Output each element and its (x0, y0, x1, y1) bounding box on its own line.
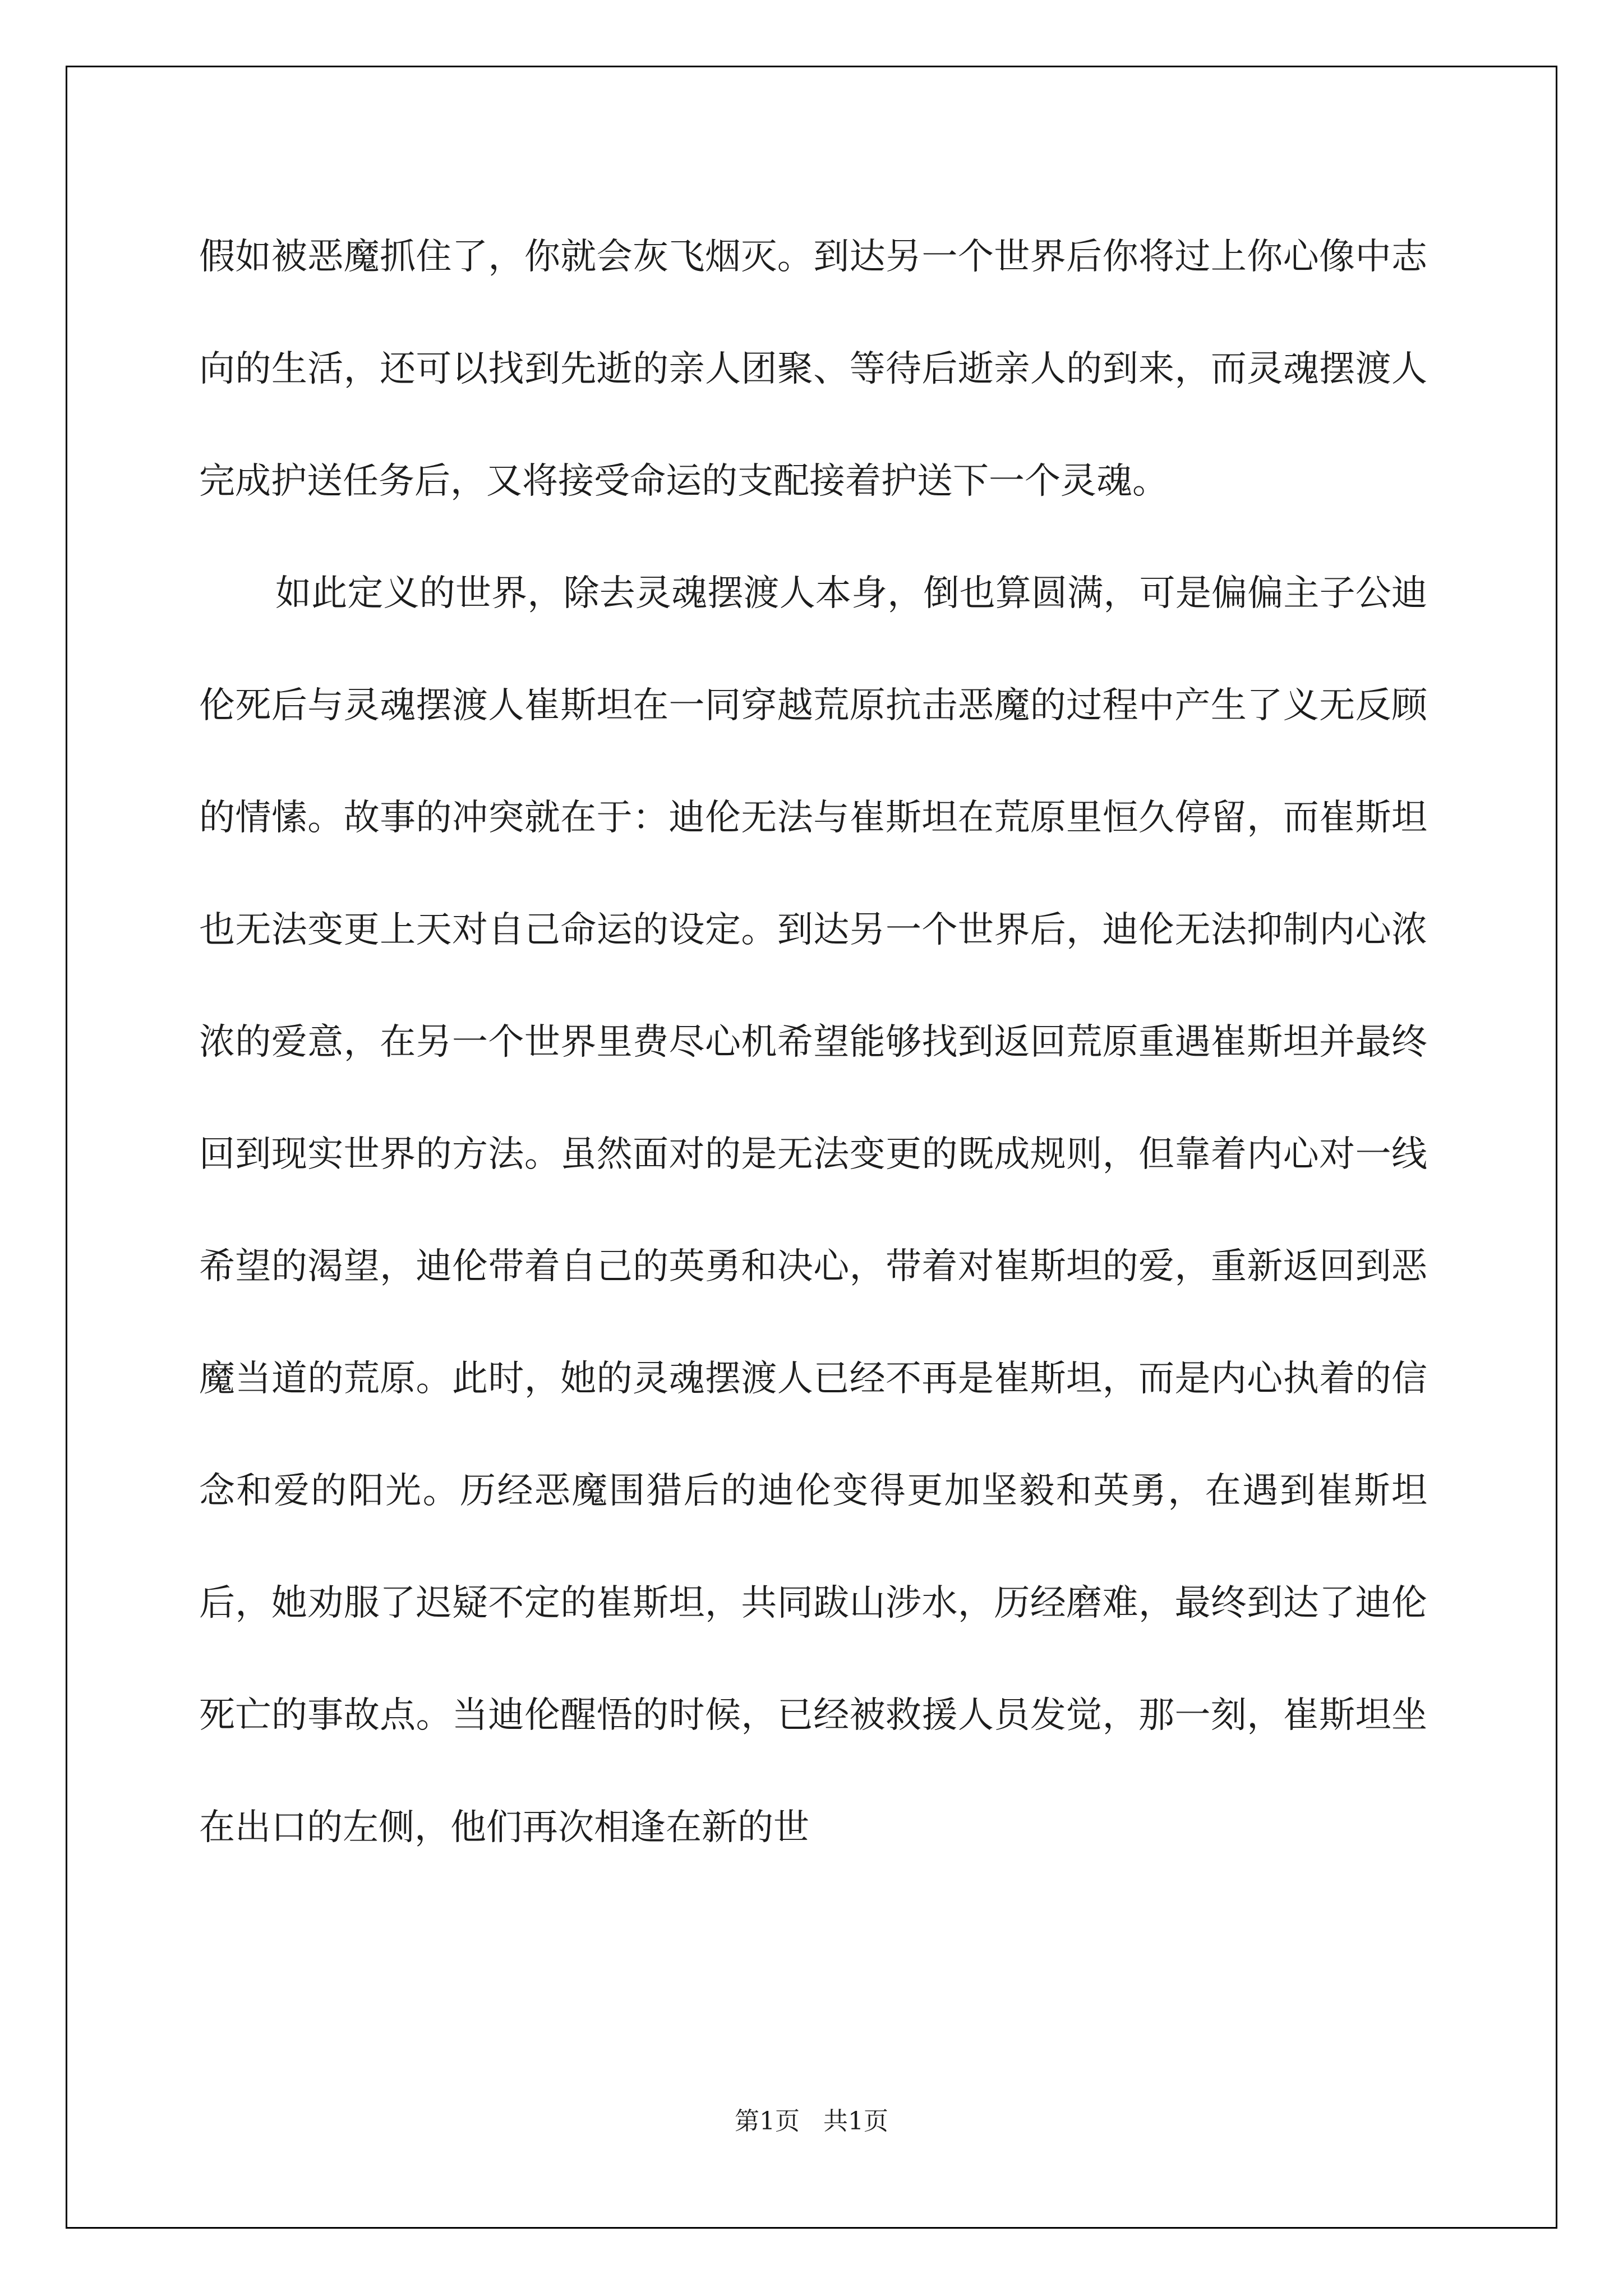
paragraph-continuation: 假如被恶魔抓住了，你就会灰飞烟灭。到达另一个世界后你将过上你心像中志向的生活，还可以找到先逝的亲人团聚、等待后逝亲人的到来，而灵魂摆渡人完成护送任务后，又将接受命运的支配接着护送下一个灵魂。 (199, 236, 1427, 502)
page-footer (0, 2101, 1623, 2137)
document-body (199, 201, 1427, 1884)
paragraph: 如此定义的世界，除去灵魂摆渡人本身，倒也算圆满，可是偏偏主子公迪伦死后与灵魂摆渡人崔斯坦在一同穿越荒原抗击恶魔的过程中产生了义无反顾的情愫。故事的冲突就在于：迪伦无法与崔斯坦在荒原里恒久停留，而崔斯坦也无法变更上天对自己命运的设定。到达另一个世界后，迪伦无法抑制内心浓浓的爱意，在另一个世界里费尽心机希望能够找到返回荒原重遇崔斯坦并最终回到现实世界的方法。虽然面对的是无法变更的既成规则，但靠着内心对一线希望的渴望，迪伦带着自己的英勇和决心，带着对崔斯坦的爱，重新返回到恶魔当道的荒原。此时，她的灵魂摆渡人已经不再是崔斯坦，而是内心执着的信念和爱的阳光。历经恶魔围猎后的迪伦变得更加坚毅和英勇，在遇到崔斯坦后，她劝服了迟疑不定的崔斯坦，共同跋山涉水，历经磨难，最终到达了迪伦死亡的事故点。当迪伦醒悟的时候，已经被救援人员发觉，那一刻，崔斯坦坐在出口的左侧，他们再次相逢在新的世 (199, 573, 1427, 1848)
page-number: 第1页 (735, 2107, 800, 2136)
page-total: 共1页 (823, 2107, 888, 2136)
